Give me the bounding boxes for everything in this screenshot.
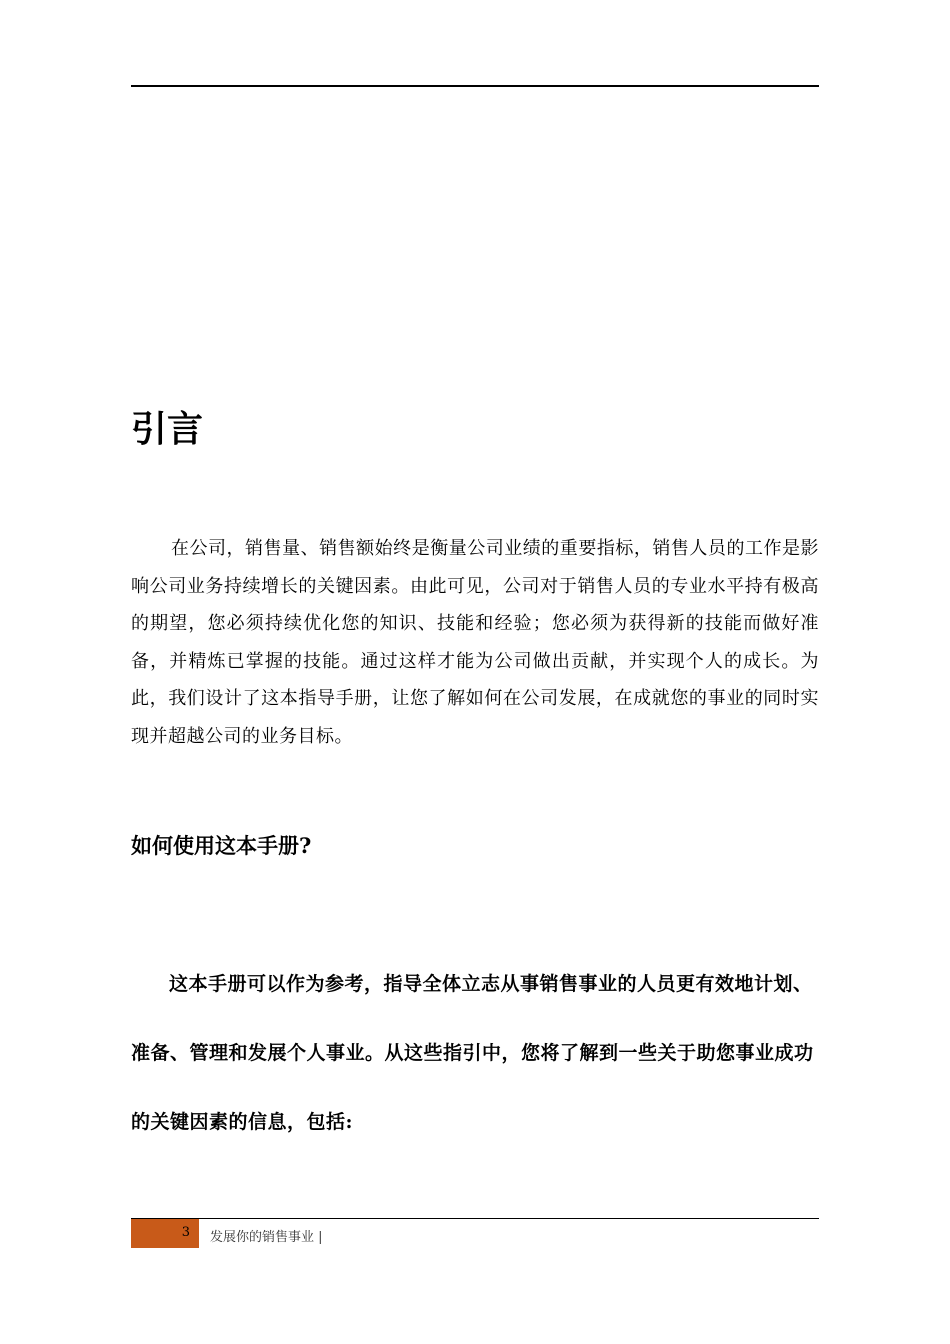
page-title: 引言 bbox=[131, 409, 204, 450]
footer-rule bbox=[131, 1218, 819, 1219]
header-rule bbox=[131, 85, 819, 87]
footer-title: 发展你的销售事业 | bbox=[210, 1230, 323, 1245]
page-number-badge bbox=[131, 1219, 199, 1248]
page-number: 3 bbox=[181, 1225, 190, 1240]
section-heading: 如何使用这本手册? bbox=[131, 833, 312, 858]
intro-paragraph: 在公司，销售量、销售额始终是衡量公司业绩的重要指标，销售人员的工作是影响公司业务持续增长的关键因素。由此可见，公司对于销售人员的专业水平持有极高的期望，您必须持续优化您的知识、技能和经验；您必须为获得新的技能而做好准备，并精炼已掌握的技能。通过这样才能为公司做出贡献，并实现个人的成长。为此，我们设计了这本指导手册，让您了解如何在公司发展，在成就您的事业的同时实现并超越公司的业务目标。 bbox=[131, 538, 819, 747]
usage-paragraph: 这本手册可以作为参考，指导全体立志从事销售事业的人员更有效地计划、准备、管理和发展个人事业。从这些指引中，您将了解到一些关于助您事业成功的关键因素的信息，包括: bbox=[131, 973, 814, 1133]
